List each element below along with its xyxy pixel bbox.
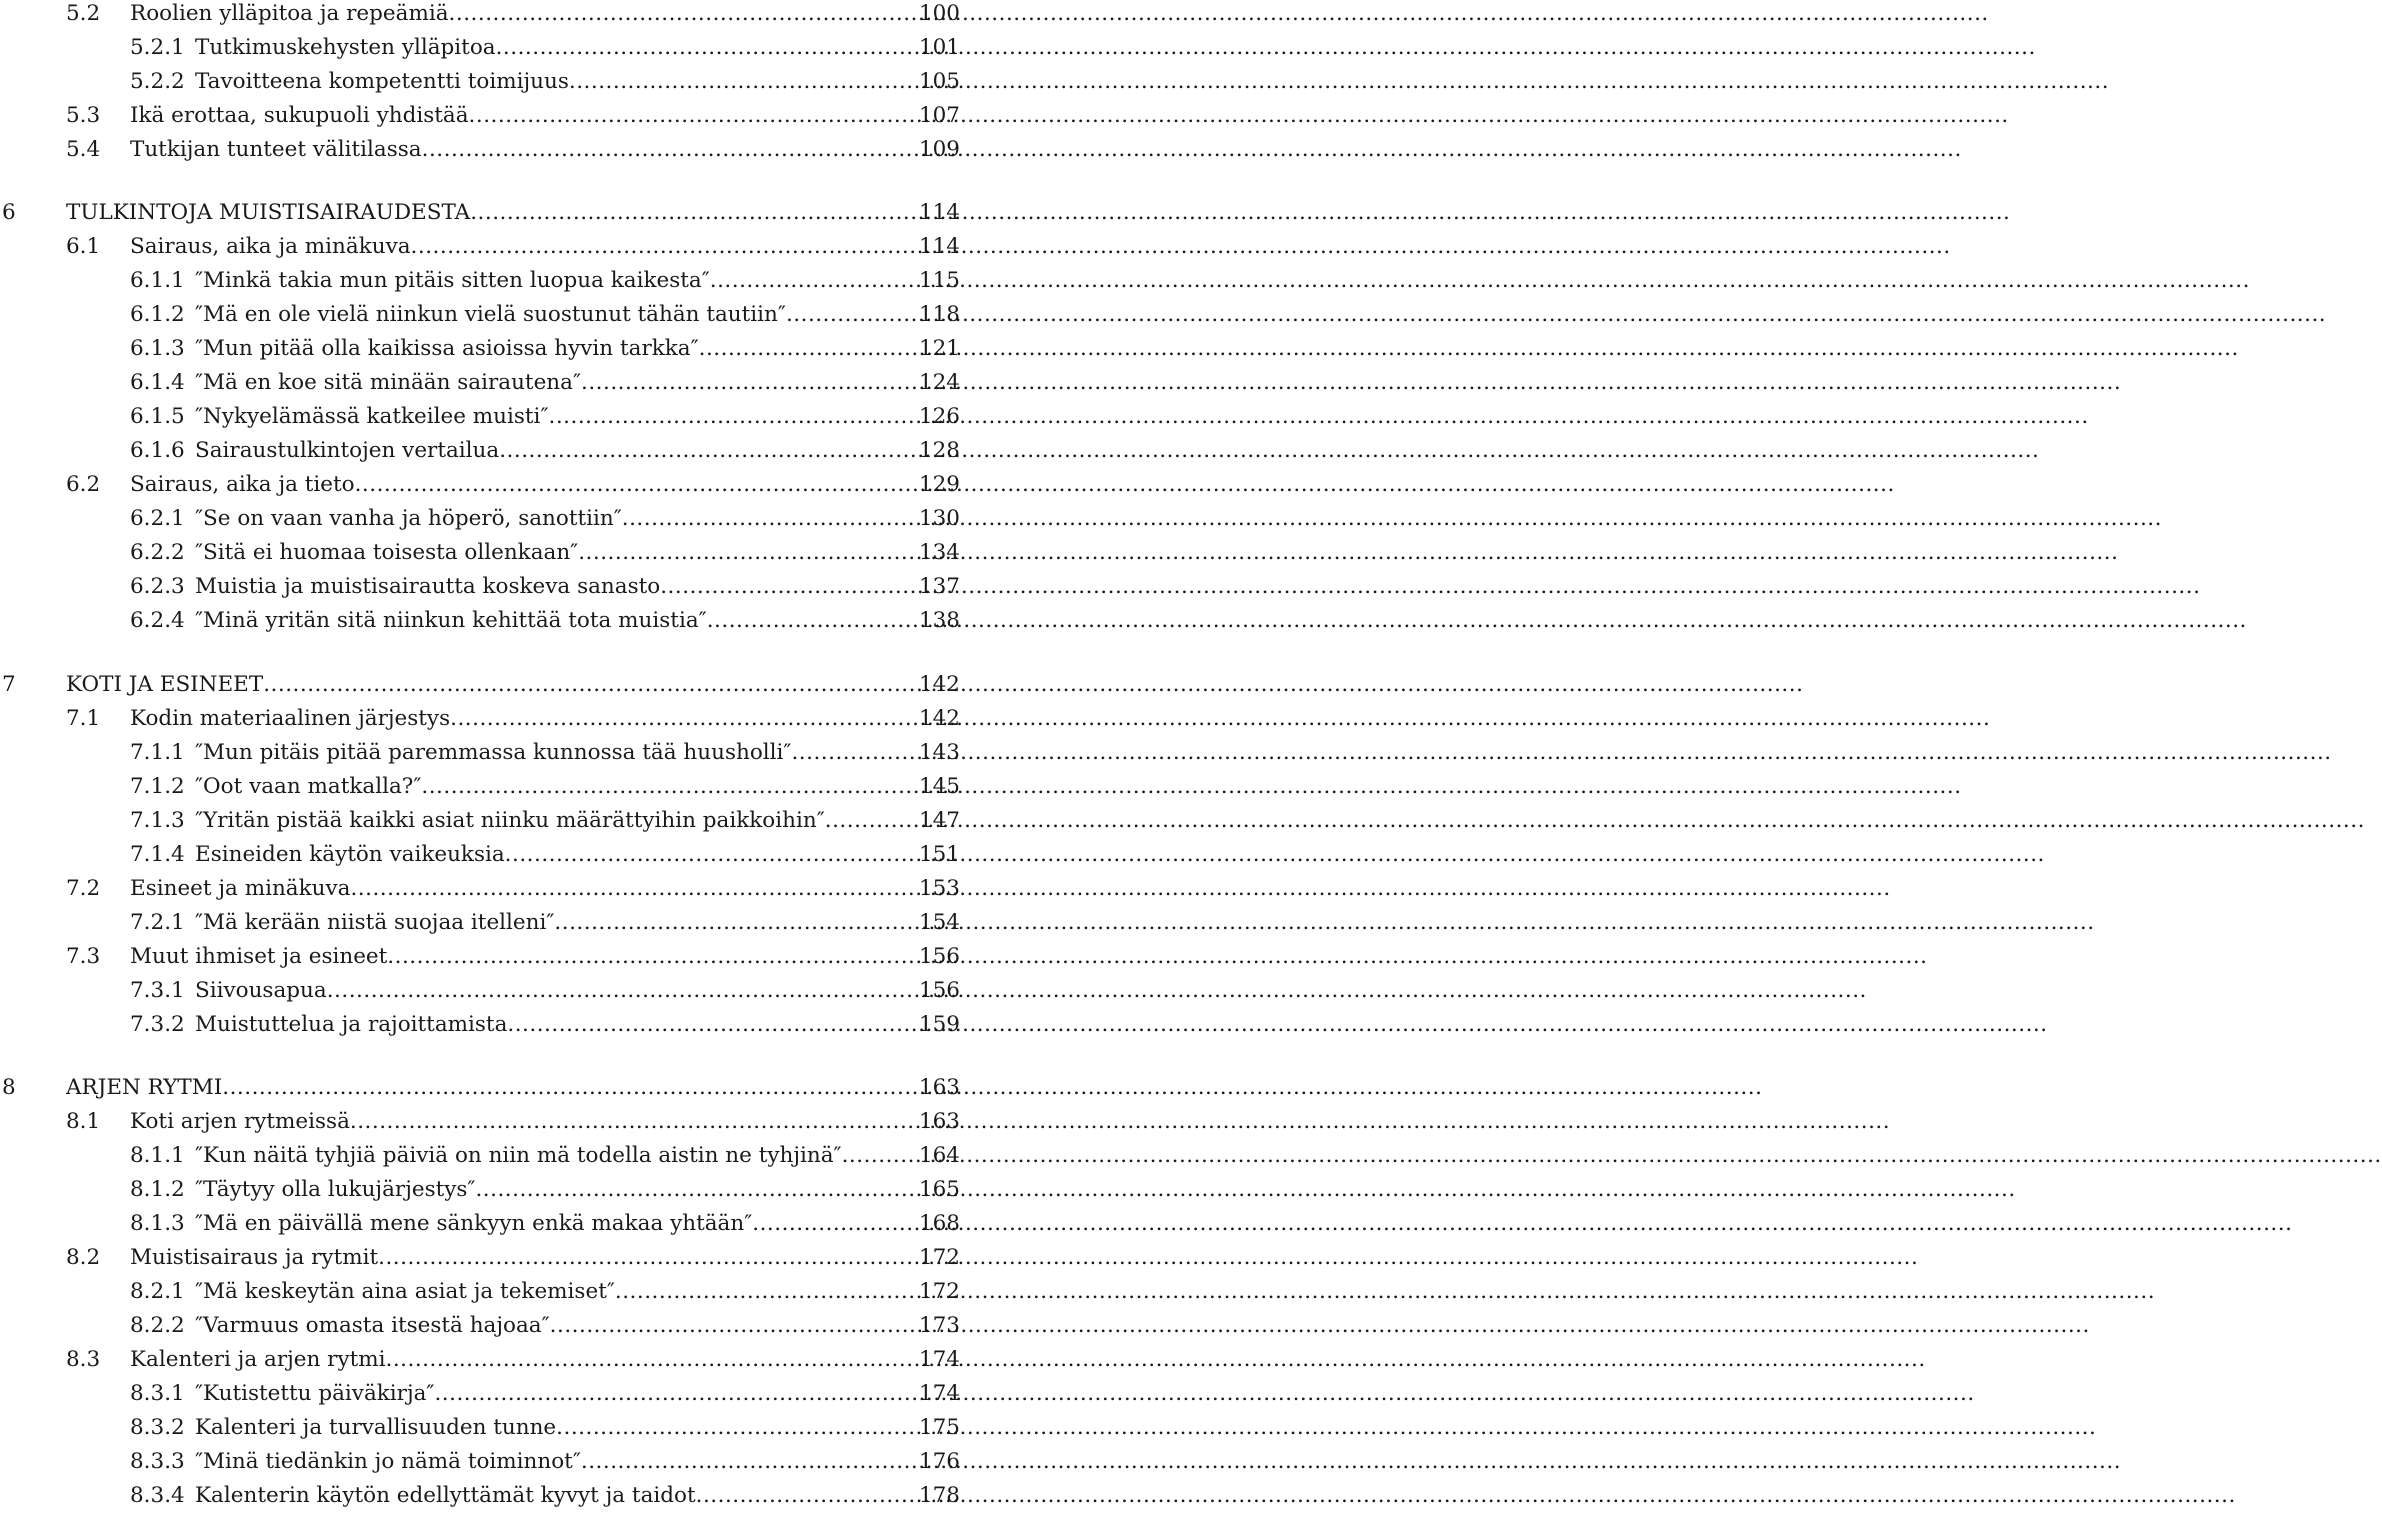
toc-entry-level-2	[0, 468, 960, 502]
toc-section-title: ″Mä en ole vielä niinkun vielä suostunut tähän tautiin″	[195, 302, 786, 327]
toc-entry-body	[195, 65, 960, 99]
toc-entry-level-3	[0, 974, 960, 1008]
toc-section-number: 6.1.5	[130, 404, 185, 429]
toc-entry-body	[66, 668, 960, 702]
toc-section-number: 5.3	[66, 103, 101, 128]
toc-section-number: 7.1	[66, 706, 101, 731]
toc-section-number: 7.1.3	[130, 808, 185, 833]
toc-section-title: Muistuttelua ja rajoittamista	[195, 1012, 508, 1037]
toc-page-number: 138	[918, 608, 960, 633]
toc-section-title: Kodin materiaalinen järjestys	[130, 706, 451, 731]
toc-entry-body	[130, 940, 960, 974]
toc-entry-body	[130, 133, 960, 167]
toc-page-number: 134	[918, 540, 960, 565]
dot-leader	[622, 502, 917, 536]
dot-leader	[222, 1071, 917, 1105]
toc-entry-level-3	[0, 1139, 960, 1173]
toc-entry-level-3	[0, 804, 960, 838]
toc-section-title: ″Sitä ei huomaa toisesta ollenkaan″	[195, 540, 579, 565]
toc-entry-body	[195, 536, 960, 570]
toc-page-number: 154	[918, 910, 960, 935]
toc-section-title: Esineiden käytön vaikeuksia	[195, 842, 505, 867]
dot-leader	[660, 570, 917, 604]
toc-page-number: 159	[918, 1012, 960, 1037]
toc-page-number: 163	[918, 1075, 960, 1100]
toc-section-number: 7.1.4	[130, 842, 185, 867]
toc-section-number: 7.3.2	[130, 1012, 185, 1037]
toc-page-number: 142	[918, 672, 960, 697]
dot-leader	[507, 1008, 917, 1042]
toc-page-number: 101	[918, 35, 960, 60]
toc-page-number: 107	[918, 103, 960, 128]
toc-page-number: 145	[918, 774, 960, 799]
toc-section-number: 8.2	[66, 1245, 101, 1270]
toc-section-number: 8.1	[66, 1109, 101, 1134]
toc-section-number: 6.1.3	[130, 336, 185, 361]
dot-leader	[355, 468, 917, 502]
toc-entry-level-3	[0, 1173, 960, 1207]
toc-page-number: 115	[918, 268, 960, 293]
dot-leader	[556, 1411, 917, 1445]
toc-page-number: 121	[918, 336, 960, 361]
toc-entry-body	[195, 264, 960, 298]
toc-entry-level-3	[0, 298, 960, 332]
toc-section-title: Muistisairaus ja rytmit	[130, 1245, 379, 1270]
toc-entry-level-3	[0, 1377, 960, 1411]
toc-entry-level-3	[0, 1275, 960, 1309]
toc-entry-body	[195, 1008, 960, 1042]
toc-page-number: 147	[918, 808, 960, 833]
toc-section-number: 5.2.2	[130, 69, 185, 94]
toc-entry-level-3	[0, 1445, 960, 1479]
toc-section-title: Muistia ja muistisairautta koskeva sanasto	[195, 574, 661, 599]
toc-section-number: 6.1.6	[130, 438, 185, 463]
toc-entry-level-3	[0, 31, 960, 65]
toc-entry-level-3	[0, 736, 960, 770]
toc-section-title: ″Mä kerään niistä suojaa itelleni″	[195, 910, 555, 935]
toc-entry-body	[130, 230, 960, 264]
toc-entry-body	[195, 298, 960, 332]
toc-entry-body	[195, 736, 960, 770]
dot-leader	[378, 1241, 917, 1275]
toc-entry-level-2	[0, 872, 960, 906]
dot-leader	[421, 770, 917, 804]
toc-section-number: 6	[2, 200, 16, 225]
toc-section-number: 5.2	[66, 1, 101, 26]
toc-entry-level-1	[0, 196, 960, 230]
toc-entry-body	[195, 906, 960, 940]
toc-page-number: 156	[918, 944, 960, 969]
toc-section-title: KOTI JA ESINEET	[66, 672, 264, 697]
toc-entry-body	[195, 1479, 960, 1513]
toc-entry-level-3	[0, 400, 960, 434]
toc-section-number: 5.4	[66, 137, 101, 162]
toc-section-number: 6.2	[66, 472, 101, 497]
dot-leader	[554, 906, 917, 940]
toc-entry-level-3	[0, 838, 960, 872]
toc-entry-level-2	[0, 940, 960, 974]
toc-section-title: Ikä erottaa, sukupuoli yhdistää	[130, 103, 469, 128]
toc-section-title: Muut ihmiset ja esineet	[130, 944, 388, 969]
toc-entry-body	[195, 502, 960, 536]
toc-entry-body	[130, 1105, 960, 1139]
toc-section-title: Tutkijan tunteet välitilassa	[130, 137, 422, 162]
toc-entry-level-2	[0, 1343, 960, 1377]
dot-leader	[475, 1173, 916, 1207]
dot-leader	[550, 1309, 917, 1343]
toc-section-title: Sairaus, aika ja minäkuva	[130, 234, 411, 259]
toc-section-number: 8	[2, 1075, 16, 1100]
dot-leader	[699, 332, 917, 366]
dot-leader	[825, 804, 917, 838]
toc-page-number: 118	[918, 302, 960, 327]
toc-entry-body	[130, 702, 960, 736]
toc-entry-level-3	[0, 1411, 960, 1445]
toc-entry-body	[195, 31, 960, 65]
toc-page-number: 172	[918, 1279, 960, 1304]
toc-page-number: 105	[918, 69, 960, 94]
toc-page-number: 143	[918, 740, 960, 765]
toc-section-title: ″Mä en päivällä mene sänkyyn enkä makaa yhtään″	[195, 1211, 753, 1236]
toc-entry-body	[66, 1071, 960, 1105]
toc-entry-level-2	[0, 1241, 960, 1275]
toc-page-number: 156	[918, 978, 960, 1003]
toc-entry-level-3	[0, 770, 960, 804]
toc-page-number: 137	[918, 574, 960, 599]
dot-leader	[386, 1343, 917, 1377]
toc-entry-level-3	[0, 604, 960, 638]
toc-entry-level-2	[0, 99, 960, 133]
dot-leader	[710, 264, 917, 298]
toc-entry-body	[130, 468, 960, 502]
dot-leader	[422, 133, 917, 167]
toc-section-title: ″Minä yritän sitä niinkun kehittää tota muistia″	[195, 608, 707, 633]
toc-section-number: 7.2.1	[130, 910, 185, 935]
toc-entry-body	[195, 974, 960, 1008]
toc-section-title: Roolien ylläpitoa ja repeämiä	[130, 1, 449, 26]
toc-section-number: 7.1.2	[130, 774, 185, 799]
toc-entry-level-3	[0, 65, 960, 99]
toc-entry-body	[195, 1309, 960, 1343]
dot-leader	[696, 1479, 917, 1513]
toc-entry-body	[195, 1275, 960, 1309]
dot-leader	[450, 702, 917, 736]
toc-page-number: 109	[918, 137, 960, 162]
toc-section-title: Tavoitteena kompetentti toimijuus	[195, 69, 569, 94]
toc-entry-body	[195, 332, 960, 366]
toc-entry-body	[195, 1207, 960, 1241]
toc-entry-level-1	[0, 1071, 960, 1105]
toc-entry-level-1	[0, 668, 960, 702]
toc-entry-body	[195, 1445, 960, 1479]
toc-entry-body	[130, 99, 960, 133]
toc-entry-body	[66, 196, 960, 230]
toc-section-title: ARJEN RYTMI	[66, 1075, 223, 1100]
toc-section-number: 8.1.2	[130, 1177, 185, 1202]
toc-section-title: Tutkimuskehysten ylläpitoa	[195, 35, 496, 60]
toc-entry-level-3	[0, 366, 960, 400]
dot-leader	[786, 298, 917, 332]
dot-leader	[496, 31, 917, 65]
dot-leader	[581, 1445, 917, 1479]
toc-entry-body	[195, 1173, 960, 1207]
toc-section-number: 7.3.1	[130, 978, 185, 1003]
toc-section-number: 7.1.1	[130, 740, 185, 765]
toc-section-title: Kalenterin käytön edellyttämät kyvyt ja taidot	[195, 1483, 696, 1508]
toc-section-number: 6.1.1	[130, 268, 185, 293]
toc-page-number: 124	[918, 370, 960, 395]
toc-page-number: 153	[918, 876, 960, 901]
toc-section-title: ″Minkä takia mun pitäis sitten luopua kaikesta″	[195, 268, 710, 293]
dot-leader	[578, 536, 917, 570]
toc-entry-body	[195, 804, 960, 838]
dot-leader	[707, 604, 917, 638]
dot-leader	[411, 230, 917, 264]
toc-section-number: 6.1.4	[130, 370, 185, 395]
toc-page-number: 142	[918, 706, 960, 731]
toc-section-number: 6.1.2	[130, 302, 185, 327]
toc-page-number: 174	[918, 1347, 960, 1372]
dot-leader	[350, 1105, 917, 1139]
toc-entry-body	[130, 1343, 960, 1377]
dot-leader	[350, 872, 916, 906]
toc-section-number: 7.3	[66, 944, 101, 969]
toc-page-number: 126	[918, 404, 960, 429]
toc-entry-level-3	[0, 502, 960, 536]
toc-section-title: Sairaustulkintojen vertailua	[195, 438, 500, 463]
toc-entry-body	[195, 1411, 960, 1445]
dot-leader	[387, 940, 917, 974]
toc-page-number: 128	[918, 438, 960, 463]
toc-section-title: ″Yritän pistää kaikki asiat niinku määrättyihin paikkoihin″	[195, 808, 825, 833]
toc-section-number: 8.1.1	[130, 1143, 185, 1168]
toc-entry-body	[195, 604, 960, 638]
toc-entry-level-3	[0, 434, 960, 468]
toc-page-number: 129	[918, 472, 960, 497]
toc-section-title: ″Mun pitäis pitää paremmassa kunnossa tää huusholli″	[195, 740, 792, 765]
toc-page-number: 163	[918, 1109, 960, 1134]
toc-page-number: 172	[918, 1245, 960, 1270]
toc-entry-body	[130, 0, 960, 31]
toc-entry-level-3	[0, 536, 960, 570]
dot-leader	[752, 1207, 917, 1241]
toc-section-number: 6.2.1	[130, 506, 185, 531]
toc-section-title: TULKINTOJA MUISTISAIRAUDESTA	[66, 200, 471, 225]
toc-section-title: ″Kutistettu päiväkirja″	[195, 1381, 435, 1406]
dot-leader	[505, 838, 917, 872]
toc-section-number: 7	[2, 672, 16, 697]
toc-page-number: 114	[918, 200, 960, 225]
dot-leader	[842, 1139, 917, 1173]
toc-entry-level-2	[0, 230, 960, 264]
toc-section-title: ″Kun näitä tyhjiä päiviä on niin mä todella aistin ne tyhjinä″	[195, 1143, 842, 1168]
toc-entry-level-2	[0, 1105, 960, 1139]
toc-page-number: 165	[918, 1177, 960, 1202]
toc-entry-body	[195, 838, 960, 872]
dot-leader	[791, 736, 917, 770]
toc-entry-level-2	[0, 133, 960, 167]
toc-section-title: Esineet ja minäkuva	[130, 876, 351, 901]
toc-section-title: ″Se on vaan vanha ja höperö, sanottiin″	[195, 506, 622, 531]
toc-section-title: Kalenteri ja arjen rytmi	[130, 1347, 386, 1372]
toc-page-number: 176	[918, 1449, 960, 1474]
toc-section-number: 7.2	[66, 876, 101, 901]
dot-leader	[548, 400, 916, 434]
toc-section-number: 6.1	[66, 234, 101, 259]
toc-entry-body	[195, 400, 960, 434]
toc-page-number: 174	[918, 1381, 960, 1406]
toc-section-number: 8.3.2	[130, 1415, 185, 1440]
dot-leader	[615, 1275, 917, 1309]
toc-section-number: 6.2.2	[130, 540, 185, 565]
toc-section-title: Kalenteri ja turvallisuuden tunne	[195, 1415, 557, 1440]
toc-page-number: 100	[918, 1, 960, 26]
toc-section-number: 8.2.2	[130, 1313, 185, 1338]
toc-section-number: 8.1.3	[130, 1211, 185, 1236]
dot-leader	[449, 0, 917, 31]
toc-page-number: 151	[918, 842, 960, 867]
toc-entry-body	[195, 434, 960, 468]
toc-entry-level-3	[0, 1207, 960, 1241]
toc-section-title: ″Mä keskeytän aina asiat ja tekemiset″	[195, 1279, 615, 1304]
toc-page-number: 175	[918, 1415, 960, 1440]
toc-entry-level-3	[0, 332, 960, 366]
toc-section-number: 8.3.3	[130, 1449, 185, 1474]
toc-entry-body	[195, 366, 960, 400]
toc-section-number: 8.3.4	[130, 1483, 185, 1508]
dot-leader	[569, 65, 917, 99]
toc-section-title: ″Varmuus omasta itsestä hajoaa″	[195, 1313, 550, 1338]
toc-section-title: Sairaus, aika ja tieto	[130, 472, 355, 497]
toc-page-number: 178	[918, 1483, 960, 1508]
toc-entry-body	[130, 872, 960, 906]
toc-entry-level-3	[0, 1008, 960, 1042]
toc-section-title: Koti arjen rytmeissä	[130, 1109, 350, 1134]
toc-section-title: ″Oot vaan matkalla?″	[195, 774, 422, 799]
toc-entry-level-2	[0, 702, 960, 736]
toc-section-title: ″Täytyy olla lukujärjestys″	[195, 1177, 476, 1202]
toc-page-number: 114	[918, 234, 960, 259]
dot-leader	[581, 366, 917, 400]
dot-leader	[470, 196, 917, 230]
dot-leader	[434, 1377, 916, 1411]
toc-section-number: 8.3	[66, 1347, 101, 1372]
toc-section-title: ″Nykyelämässä katkeilee muisti″	[195, 404, 549, 429]
dot-leader	[469, 99, 917, 133]
toc-section-number: 6.2.4	[130, 608, 185, 633]
toc-section-title: ″Mä en koe sitä minään sairautena″	[195, 370, 581, 395]
toc-page-number: 168	[918, 1211, 960, 1236]
toc-entry-body	[195, 770, 960, 804]
toc-entry-body	[130, 1241, 960, 1275]
toc-section-title: Siivousapua	[195, 978, 327, 1003]
toc-page-number: 164	[918, 1143, 960, 1168]
dot-leader	[327, 974, 917, 1008]
toc-entry-level-3	[0, 1479, 960, 1513]
toc-entry-level-3	[0, 570, 960, 604]
toc-entry-body	[195, 570, 960, 604]
toc-entry-level-3	[0, 264, 960, 298]
dot-leader	[499, 434, 917, 468]
toc-entry-body	[195, 1377, 960, 1411]
toc-section-number: 5.2.1	[130, 35, 185, 60]
dot-leader	[263, 668, 917, 702]
toc-section-number: 8.3.1	[130, 1381, 185, 1406]
toc-entry-level-3	[0, 906, 960, 940]
toc-section-number: 6.2.3	[130, 574, 185, 599]
toc-entry-body	[195, 1139, 960, 1173]
toc-section-title: ″Minä tiedänkin jo nämä toiminnot″	[195, 1449, 581, 1474]
toc-section-number: 8.2.1	[130, 1279, 185, 1304]
toc-section-title: ″Mun pitää olla kaikissa asioissa hyvin tarkka″	[195, 336, 699, 361]
toc-entry-level-3	[0, 1309, 960, 1343]
toc-page-number: 173	[918, 1313, 960, 1338]
toc-entry-level-2	[0, 0, 960, 31]
toc-page-number: 130	[918, 506, 960, 531]
